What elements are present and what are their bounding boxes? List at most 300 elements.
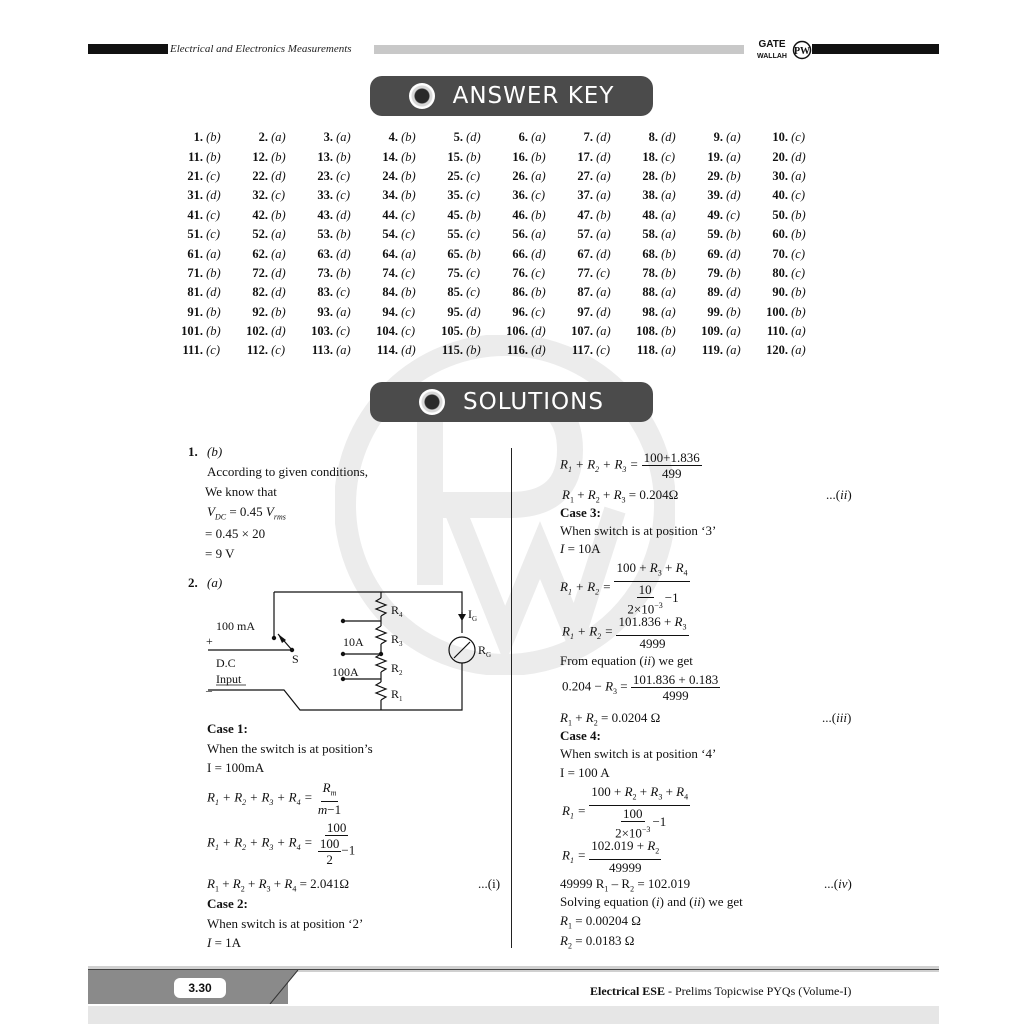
answer-key-cell: 117. (c): [560, 343, 625, 358]
answer-option: c: [210, 227, 216, 242]
answer-key-cell: 79. (b): [690, 266, 755, 281]
case3-text: When switch is at position ‘3’: [560, 523, 717, 538]
answer-option: c: [275, 188, 281, 203]
question-number: 66.: [512, 246, 528, 261]
case2-heading: Case 2:: [207, 896, 248, 911]
answer-option: d: [600, 149, 607, 164]
case4-eq2: $R_1$ = $\frac{102.019 + R_2}{49999}$: [562, 838, 660, 875]
question-number: 74.: [382, 265, 398, 280]
answer-key-cell: 43. (d): [300, 208, 365, 223]
answer-key-cell: 56. (a): [495, 227, 560, 242]
question-number: 80.: [772, 265, 788, 280]
answer-key-cell: 118. (a): [625, 343, 690, 358]
case3-heading: Case 3:: [560, 505, 601, 520]
question-number: 25.: [447, 168, 463, 183]
answer-option: c: [405, 265, 411, 280]
case2-current: I = 1A: [207, 935, 242, 950]
answer-option: b: [730, 304, 737, 319]
question-number: 71.: [187, 265, 203, 280]
question-number: 94.: [382, 304, 398, 319]
answer-key-cell: 64. (a): [365, 247, 430, 262]
svg-text:R2: $R_2$: [391, 661, 403, 677]
answer-key-title: ANSWER KEY: [452, 83, 615, 109]
case2-eq: $R_1 + R_2 + R_3$ = $\frac{100+1.836}{499}$: [560, 450, 700, 481]
sol1-line2: We know that: [205, 484, 277, 499]
question-number: 3.: [323, 130, 333, 145]
question-number: 5.: [453, 130, 463, 145]
answer-option: d: [665, 130, 672, 145]
answer-option: a: [275, 246, 282, 261]
answer-option: b: [405, 188, 412, 203]
question-number: 81.: [187, 285, 203, 300]
answer-option: d: [535, 343, 542, 358]
answer-key-cell: 81. (d): [170, 285, 235, 300]
r1-final: $R_1 = 0.00204$ Ω: [560, 913, 641, 931]
question-number: 93.: [317, 304, 333, 319]
question-number: 62.: [252, 246, 268, 261]
question-number: 95.: [447, 304, 463, 319]
answer-key-cell: 78. (b): [625, 266, 690, 281]
answer-key-cell: 104. (c): [365, 324, 430, 339]
answer-option: a: [730, 149, 737, 164]
svg-text:Input: Input: [216, 672, 242, 686]
footer-bottom-band: [88, 1006, 939, 1024]
question-number: 61.: [187, 246, 203, 261]
question-number: 43.: [317, 207, 333, 222]
from-eq-ii: From equation (ii) we get: [560, 653, 693, 668]
answer-option: d: [275, 285, 282, 300]
answer-key-cell: 107. (a): [560, 324, 625, 339]
bullet-icon: [409, 83, 435, 109]
answer-key-cell: 31. (d): [170, 188, 235, 203]
answer-option: d: [340, 207, 347, 222]
svg-text:D.C: D.C: [216, 656, 236, 670]
question-number: 27.: [577, 168, 593, 183]
answer-option: a: [340, 343, 347, 358]
answer-key-cell: 6. (a): [495, 130, 560, 145]
answer-key-cell: 3. (a): [300, 130, 365, 145]
answer-option: c: [600, 265, 606, 280]
answer-key-cell: 42. (b): [235, 208, 300, 223]
sol1-line5: = 9 V: [205, 546, 235, 561]
answer-key-cell: 119. (a): [690, 343, 755, 358]
answer-option: c: [470, 188, 476, 203]
answer-option: c: [210, 168, 216, 183]
answer-key-cell: 112. (c): [235, 343, 300, 358]
answer-key-cell: 103. (c): [300, 324, 365, 339]
question-number: 47.: [577, 207, 593, 222]
ammeter-shunt-circuit-diagram: [200, 588, 500, 718]
answer-key-cell: 14. (b): [365, 150, 430, 165]
answer-option: a: [795, 168, 802, 183]
question-number: 116.: [506, 343, 528, 358]
footer-book-title: Electrical ESE - Prelims Topicwise PYQs (Volume-I): [590, 984, 852, 998]
answer-option: a: [665, 343, 672, 358]
answer-key-cell: 83. (c): [300, 285, 365, 300]
answer-key-cell: 40. (c): [755, 188, 820, 203]
answer-key-cell: 68. (b): [625, 247, 690, 262]
answer-option: a: [275, 227, 282, 242]
answer-option: c: [795, 130, 801, 145]
answer-option: b: [795, 285, 802, 300]
answer-option: b: [535, 149, 542, 164]
answer-option: a: [600, 285, 607, 300]
answer-option: b: [535, 285, 542, 300]
question-number: 65.: [447, 246, 463, 261]
question-number: 52.: [252, 227, 268, 242]
answer-key-cell: 38. (a): [625, 188, 690, 203]
question-number: 46.: [512, 207, 528, 222]
answer-option: b: [340, 149, 347, 164]
question-number: 76.: [512, 265, 528, 280]
answer-key-cell: 86. (b): [495, 285, 560, 300]
answer-option: c: [470, 285, 476, 300]
answer-key-cell: 101. (b): [170, 324, 235, 339]
answer-key-cell: 15. (b): [430, 150, 495, 165]
question-number: 48.: [642, 207, 658, 222]
case3-eq3: $0.204 - R_3$ = $\frac{101.836 + 0.183}{4999}$: [562, 672, 719, 703]
answer-key-cell: 50. (b): [755, 208, 820, 223]
answer-key-cell: 96. (c): [495, 305, 560, 320]
answer-option: c: [665, 149, 671, 164]
answer-key-cell: 109. (a): [690, 324, 755, 339]
answer-key-cell: 27. (a): [560, 169, 625, 184]
question-number: 60.: [772, 227, 788, 242]
question-number: 31.: [187, 188, 203, 203]
case3-eq2: $R_1 + R_2$ = $\frac{101.836 + R_3}{4999}$: [562, 614, 687, 651]
answer-option: c: [340, 324, 346, 339]
answer-key-cell: 13. (b): [300, 150, 365, 165]
answer-key-cell: 75. (c): [430, 266, 495, 281]
answer-key-cell: 39. (d): [690, 188, 755, 203]
answer-option: b: [795, 304, 802, 319]
answer-key-cell: 120. (a): [755, 343, 820, 358]
question-number: 30.: [772, 168, 788, 183]
answer-key-cell: 66. (d): [495, 247, 560, 262]
answer-key-row: [170, 186, 830, 205]
question-number: 86.: [512, 285, 528, 300]
question-number: 9.: [713, 130, 723, 145]
answer-key-cell: 102. (d): [235, 324, 300, 339]
answer-option: c: [275, 343, 281, 358]
header-bar-right: [812, 44, 939, 54]
answer-key-cell: 19. (a): [690, 150, 755, 165]
answer-option: a: [275, 130, 282, 145]
question-number: 72.: [252, 265, 268, 280]
question-number: 10.: [772, 130, 788, 145]
answer-key-cell: 62. (a): [235, 247, 300, 262]
answer-option: b: [730, 168, 737, 183]
question-number: 51.: [187, 227, 203, 242]
answer-option: c: [730, 207, 736, 222]
question-number: 45.: [447, 207, 463, 222]
answer-key-cell: 16. (b): [495, 150, 560, 165]
answer-option: a: [665, 207, 672, 222]
question-number: 91.: [187, 304, 203, 319]
answer-key-cell: 49. (c): [690, 208, 755, 223]
question-number: 56.: [512, 227, 528, 242]
question-number: 57.: [577, 227, 593, 242]
answer-option: d: [535, 324, 542, 339]
question-number: 99.: [707, 304, 723, 319]
svg-text:R1: $R_1$: [391, 687, 403, 703]
question-number: 36.: [512, 188, 528, 203]
answer-option: c: [470, 265, 476, 280]
question-number: 32.: [252, 188, 268, 203]
question-number: 88.: [642, 285, 658, 300]
question-number: 79.: [707, 265, 723, 280]
question-number: 42.: [252, 207, 268, 222]
answer-key-cell: 87. (a): [560, 285, 625, 300]
question-number: 103.: [311, 324, 333, 339]
answer-option: c: [535, 265, 541, 280]
answer-key-row: [170, 283, 830, 302]
brand-top: GATE: [758, 39, 786, 50]
answer-option: c: [405, 207, 411, 222]
answer-option: c: [340, 168, 346, 183]
answer-option: b: [210, 304, 217, 319]
answer-option: b: [795, 227, 802, 242]
answer-option: d: [535, 246, 542, 261]
answer-option: c: [470, 168, 476, 183]
answer-key-cell: 55. (c): [430, 227, 495, 242]
answer-key-cell: 54. (c): [365, 227, 430, 242]
answer-key-cell: 80. (c): [755, 266, 820, 281]
case4-heading: Case 4:: [560, 728, 601, 743]
answer-option: c: [405, 324, 411, 339]
question-number: 118.: [636, 343, 658, 358]
answer-key-cell: 23. (c): [300, 169, 365, 184]
answer-key-cell: 72. (d): [235, 266, 300, 281]
answer-key-cell: 84. (b): [365, 285, 430, 300]
answer-option: a: [535, 168, 542, 183]
brand-gate-wallah: [752, 40, 792, 62]
answer-key-cell: 111. (c): [170, 343, 235, 358]
answer-option: a: [795, 324, 802, 339]
answer-key-cell: 41. (c): [170, 208, 235, 223]
solving-text: Solving equation (i) and (ii) we get: [560, 894, 743, 909]
question-number: 12.: [252, 149, 268, 164]
answer-key-cell: 35. (c): [430, 188, 495, 203]
answer-key-cell: 57. (a): [560, 227, 625, 242]
question-number: 85.: [447, 285, 463, 300]
svg-text:R3: $R_3$: [391, 632, 403, 648]
answer-option: a: [210, 246, 217, 261]
answer-key-cell: 59. (b): [690, 227, 755, 242]
question-number: 21.: [187, 168, 203, 183]
question-number: 113.: [311, 343, 333, 358]
answer-key-cell: 113. (a): [300, 343, 365, 358]
question-number: 119.: [701, 343, 723, 358]
question-number: 49.: [707, 207, 723, 222]
answer-option: b: [275, 149, 282, 164]
answer-option: c: [795, 265, 801, 280]
answer-option: b: [730, 227, 737, 242]
answer-option: b: [730, 265, 737, 280]
answer-key-cell: 18. (c): [625, 150, 690, 165]
answer-option: b: [600, 207, 607, 222]
case1-eq1: $R_1 + R_2 + R_3 + R_4$ = $\frac{R_m}{m-1}$: [207, 780, 342, 817]
case4-eq-tag: ...(iv): [824, 876, 852, 891]
answer-option: b: [340, 227, 347, 242]
answer-key-cell: 92. (b): [235, 305, 300, 320]
question-number: 63.: [317, 246, 333, 261]
question-number: 54.: [382, 227, 398, 242]
answer-option: d: [275, 265, 282, 280]
answer-key-cell: 33. (c): [300, 188, 365, 203]
svg-text:100A: 100A: [332, 665, 359, 679]
header-bar-left: [88, 44, 168, 54]
answer-option: c: [795, 188, 801, 203]
question-number: 40.: [772, 188, 788, 203]
question-number: 100.: [766, 304, 788, 319]
answer-option: b: [210, 265, 217, 280]
answer-option: b: [210, 130, 217, 145]
answer-key-cell: 70. (c): [755, 247, 820, 262]
answer-key-cell: 45. (b): [430, 208, 495, 223]
answer-key-cell: 95. (d): [430, 305, 495, 320]
header-subject: Electrical and Electronics Measurements: [170, 43, 352, 55]
svg-text:10A: 10A: [343, 635, 364, 649]
answer-option: b: [405, 149, 412, 164]
case2-result: $R_1 + R_2 + R_3 = 0.204\Omega$: [562, 487, 679, 505]
answer-key-row: [170, 303, 830, 322]
answer-key-cell: 67. (d): [560, 247, 625, 262]
question-number: 87.: [577, 285, 593, 300]
case3-current: I = 10A: [560, 541, 601, 556]
answer-key-cell: 98. (a): [625, 305, 690, 320]
answer-key-cell: 32. (c): [235, 188, 300, 203]
answer-option: a: [340, 130, 347, 145]
question-number: 44.: [382, 207, 398, 222]
answer-option: b: [535, 207, 542, 222]
question-number: 107.: [571, 324, 593, 339]
case1-text: When the switch is at position’s: [207, 741, 373, 756]
answer-option: d: [275, 324, 282, 339]
question-number: 59.: [707, 227, 723, 242]
answer-option: a: [665, 227, 672, 242]
question-number: 2.: [258, 130, 268, 145]
answer-key-cell: 12. (b): [235, 150, 300, 165]
answer-key-cell: 82. (d): [235, 285, 300, 300]
answer-key-cell: 108. (b): [625, 324, 690, 339]
answer-key-cell: 63. (d): [300, 247, 365, 262]
solutions-title: SOLUTIONS: [463, 389, 604, 415]
question-number: 77.: [577, 265, 593, 280]
answer-option: d: [730, 188, 737, 203]
question-number: 110.: [766, 324, 788, 339]
sol2-number: 2.: [188, 575, 198, 590]
answer-option: a: [535, 130, 542, 145]
sol2-answer: (a): [207, 575, 223, 590]
answer-key-cell: 61. (a): [170, 247, 235, 262]
question-number: 75.: [447, 265, 463, 280]
question-number: 78.: [642, 265, 658, 280]
question-number: 64.: [382, 246, 398, 261]
question-number: 33.: [317, 188, 333, 203]
question-number: 96.: [512, 304, 528, 319]
question-number: 101.: [181, 324, 203, 339]
answer-option: d: [470, 304, 477, 319]
question-number: 55.: [447, 227, 463, 242]
svg-text:IG: $I_G$: [468, 607, 478, 623]
answer-key-cell: 53. (b): [300, 227, 365, 242]
footer-slant: [250, 970, 310, 1004]
question-number: 92.: [252, 304, 268, 319]
answer-key-cell: 21. (c): [170, 169, 235, 184]
answer-key-cell: 74. (c): [365, 266, 430, 281]
answer-key-cell: 88. (a): [625, 285, 690, 300]
column-divider: [511, 448, 512, 948]
answer-key-cell: 93. (a): [300, 305, 365, 320]
answer-option: c: [535, 188, 541, 203]
answer-option: b: [470, 207, 477, 222]
case3-result: $R_1 + R_2 = 0.0204$ Ω: [560, 710, 661, 728]
question-number: 23.: [317, 168, 333, 183]
answer-key-cell: 65. (b): [430, 247, 495, 262]
question-number: 24.: [382, 168, 398, 183]
answer-option: d: [730, 285, 737, 300]
answer-option: a: [665, 285, 672, 300]
question-number: 34.: [382, 188, 398, 203]
question-number: 104.: [376, 324, 398, 339]
answer-key-cell: 116. (d): [495, 343, 560, 358]
sol1-line1: According to given conditions,: [207, 464, 369, 479]
answer-key-cell: 2. (a): [235, 130, 300, 145]
answer-option: a: [665, 304, 672, 319]
case1-heading: Case 1:: [207, 721, 248, 736]
svg-text:100 mA: 100 mA: [216, 619, 255, 633]
answer-option: d: [210, 188, 217, 203]
question-number: 84.: [382, 285, 398, 300]
svg-text:PW: PW: [793, 46, 811, 57]
header-bar-center: [374, 45, 744, 54]
case1-current: I = 100mA: [207, 760, 265, 775]
answer-key-cell: 52. (a): [235, 227, 300, 242]
question-number: 18.: [642, 149, 658, 164]
question-number: 102.: [246, 324, 268, 339]
solutions-banner: [370, 382, 653, 422]
answer-key-cell: 34. (b): [365, 188, 430, 203]
question-number: 73.: [317, 265, 333, 280]
answer-key-cell: 51. (c): [170, 227, 235, 242]
question-number: 41.: [187, 207, 203, 222]
svg-text:+: +: [206, 634, 213, 648]
answer-key-cell: 94. (c): [365, 305, 430, 320]
answer-key-cell: 73. (b): [300, 266, 365, 281]
question-number: 26.: [512, 168, 528, 183]
question-number: 11.: [188, 149, 203, 164]
answer-key-banner: [370, 76, 653, 116]
answer-key-cell: 90. (b): [755, 285, 820, 300]
answer-key-cell: 114. (d): [365, 343, 430, 358]
answer-key-cell: 25. (c): [430, 169, 495, 184]
answer-option: d: [405, 343, 412, 358]
case2-text: When switch is at position ‘2’: [207, 916, 364, 931]
case1-result: $R_1 + R_2 + R_3 + R_4 = 2.041\Omega$: [207, 876, 350, 894]
question-number: 89.: [707, 285, 723, 300]
question-number: 28.: [642, 168, 658, 183]
answer-key-cell: 76. (c): [495, 266, 560, 281]
answer-key-cell: 29. (b): [690, 169, 755, 184]
answer-key-cell: 37. (a): [560, 188, 625, 203]
answer-key-row: [170, 244, 830, 263]
answer-key-cell: 85. (c): [430, 285, 495, 300]
sol1-number: 1.: [188, 444, 198, 459]
answer-key-cell: 7. (d): [560, 130, 625, 145]
answer-key-cell: 24. (b): [365, 169, 430, 184]
brand-bottom: WALLAH: [757, 53, 787, 60]
